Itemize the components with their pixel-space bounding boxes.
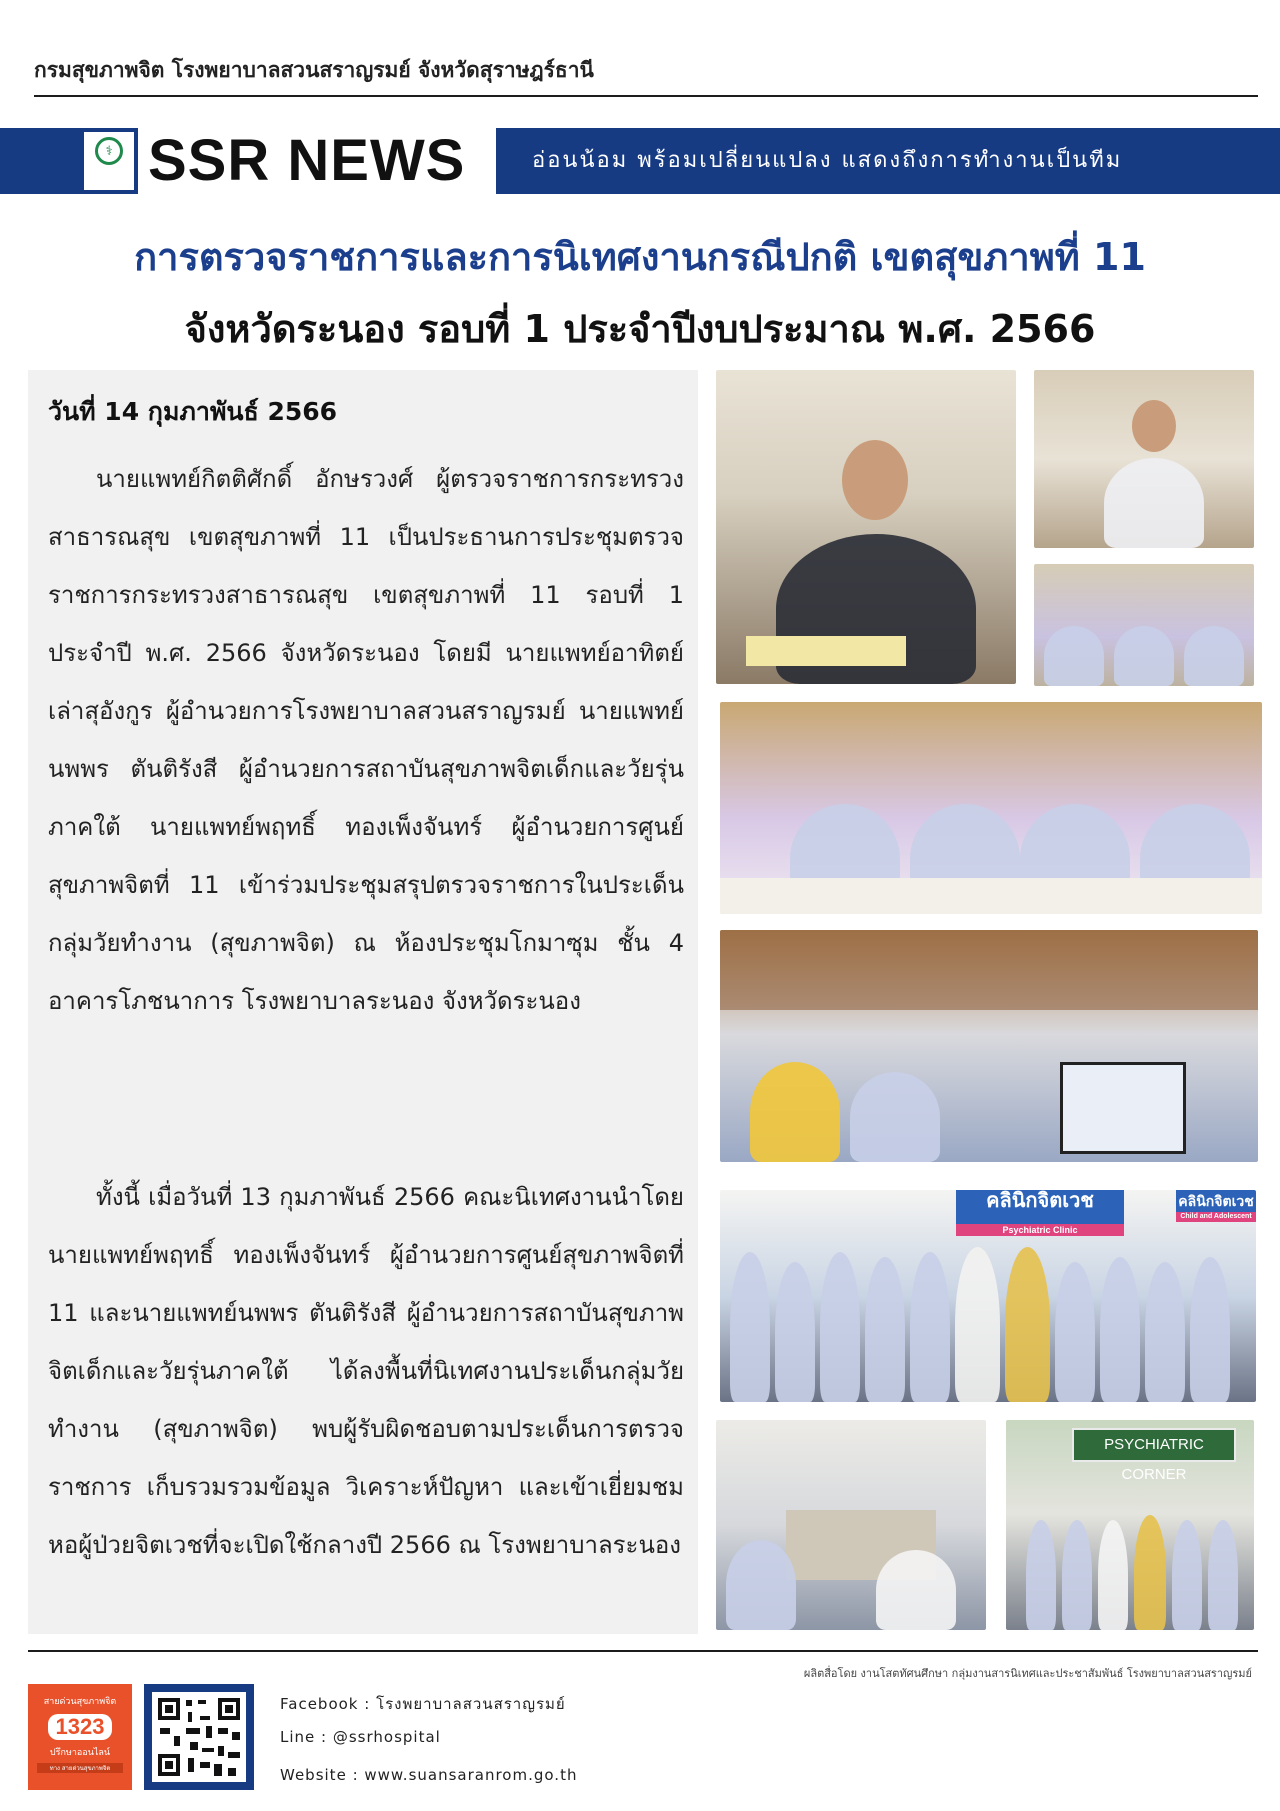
photo-person xyxy=(730,1252,770,1402)
photo-panel-members xyxy=(1034,564,1254,686)
photo-person xyxy=(865,1257,905,1402)
photo-speaker xyxy=(1034,370,1254,548)
banner-right-bar xyxy=(496,128,1280,194)
hotline-number: 1323 xyxy=(48,1714,113,1740)
photo-person xyxy=(850,1072,940,1162)
article-date: วันที่ 14 กุมภาพันธ์ 2566 xyxy=(48,397,338,426)
article-panel xyxy=(28,370,698,1634)
photo-workshop xyxy=(716,1420,986,1630)
table-cloth xyxy=(720,878,1262,914)
paragraph-2-text: ทั้งนี้ เมื่อวันที่ 13 กุมภาพันธ์ 2566 คณะนิเทศงานนำโดย นายแพทย์พฤทธิ์ ทองเพ็งจันทร์ ผู้อำนวยการศูนย์สุขภาพจิตที่ 11 และนายแพทย์นพพร ตันติรังสี ผู้อำนวยการสถาบันสุขภาพจิตเด็กและวัยรุ่นภาคใต้ ได้ลงพื้นที่นิเทศงานประเด็นกลุ่มวัยทำงาน (สุขภาพจิต) พบผู้รับผิดชอบตามประเด็นการตรวจราชการ เก็บรวมรวมข้อมูล วิเคราะห์ปัญหา และเข้าเยี่ยมชมหอผู้ป่วยจิตเวชที่จะเปิดใช้กลางปี 2566 ณ โรงพยาบาลระนอง xyxy=(48,1183,684,1559)
photo-person xyxy=(1134,1515,1166,1630)
photo-group-clinic xyxy=(720,1190,1256,1402)
photo-meeting-table xyxy=(720,702,1262,914)
caduceus-icon: ⚕ xyxy=(95,137,123,165)
photo-person-head xyxy=(842,440,908,520)
photo-person xyxy=(1100,1257,1140,1402)
photo-person xyxy=(750,1062,840,1162)
clinic-sign-main-text: คลินิกจิตเวช xyxy=(986,1190,1094,1212)
photo-person xyxy=(955,1247,1000,1402)
photo-person xyxy=(1208,1520,1238,1630)
photo-person xyxy=(1055,1262,1095,1402)
presentation-monitor xyxy=(1060,1062,1186,1154)
hospital-logo xyxy=(84,132,134,190)
article-paragraph-1 xyxy=(48,450,684,1030)
photo-person xyxy=(1098,1520,1128,1630)
headline-line-2: จังหวัดระนอง รอบที่ 1 ประจำปีงบประมาณ พ.ศ. 2566 xyxy=(184,307,1096,351)
photo-psychiatric-corner xyxy=(1006,1420,1254,1630)
photo-person xyxy=(1062,1520,1092,1630)
photo-person xyxy=(820,1252,860,1402)
photo-person xyxy=(1044,626,1104,686)
name-placard xyxy=(746,636,906,666)
psychiatric-corner-sign: PSYCHIATRIC CORNER xyxy=(1072,1428,1236,1462)
logo-caption xyxy=(108,168,109,173)
hotline-small-text: ทาง สายด่วนสุขภาพจิต xyxy=(37,1763,123,1773)
headline-line-1: การตรวจราชการและการนิเทศงานกรณีปกติ เขตสุขภาพที่ 11 xyxy=(134,235,1146,279)
photo-chairman-meeting xyxy=(716,370,1016,684)
photo-person xyxy=(1005,1247,1050,1402)
clinic-sign-side-en: Child and Adolescent xyxy=(1176,1212,1256,1222)
hotline-bottom-text: ปรึกษาออนไลน์ xyxy=(49,1748,111,1758)
photo-person xyxy=(726,1540,796,1630)
photo-person xyxy=(1184,626,1244,686)
photo-person xyxy=(876,1550,956,1630)
photo-person xyxy=(1172,1520,1202,1630)
organization-header: กรมสุขภาพจิต โรงพยาบาลสวนสราญรมย์ จังหวัดสุราษฎร์ธานี xyxy=(34,58,594,82)
photo-person xyxy=(1145,1262,1185,1402)
paragraph-1-text: นายแพทย์กิตติศักดิ์ อักษรวงศ์ ผู้ตรวจราชการกระทรวงสาธารณสุข เขตสุขภาพที่ 11 เป็นประธานการประชุมตรวจราชการกระทรวงสาธารณสุข เขตสุขภาพที่ 11 รอบที่ 1 ประจำปี พ.ศ. 2566 จังหวัดระนอง โดยมี นายแพทย์อาทิตย์ เล่าสุอังกูร ผู้อำนวยการโรงพยาบาลสวนสราญรมย์ นายแพทย์นพพร ตันติรังสี ผู้อำนวยการสถาบันสุขภาพจิตเด็กและวัยรุ่นภาคใต้ นายแพทย์พฤทธิ์ ทองเพ็งจันทร์ ผู้อำนวยการศูนย์สุขภาพจิตที่ 11 เข้าร่วมประชุมสรุปตรวจราชการในประเด็นกลุ่มวัยทำงาน (สุขภาพจิต) ณ ห้องประชุมโกมาซุม ชั้น 4 อาคารโภชนาการ โรงพยาบาลระนอง จังหวัดระนอง xyxy=(48,465,684,1015)
bottom-divider xyxy=(28,1650,1258,1652)
facebook-contact[interactable]: Facebook : โรงพยาบาลสวนสราญรมย์ xyxy=(280,1695,566,1713)
website-contact[interactable]: Website : www.suansaranrom.go.th xyxy=(280,1766,578,1784)
photo-person xyxy=(1026,1520,1056,1630)
clinic-sign-main xyxy=(956,1190,1124,1224)
slogan: อ่อนน้อม พร้อมเปลี่ยนแปลง แสดงถึงการทำงานเป็นทีม xyxy=(532,148,1123,173)
newsletter-title: SSR NEWS xyxy=(148,128,466,193)
photo-person xyxy=(1114,626,1174,686)
photo-person xyxy=(1190,1257,1230,1402)
top-divider xyxy=(34,95,1258,97)
photo-person xyxy=(1104,458,1204,548)
hotline-top-text: สายด่วนสุขภาพจิต xyxy=(43,1697,117,1707)
hotline-badge xyxy=(28,1684,132,1790)
photo-person xyxy=(775,1262,815,1402)
banner-left-bar xyxy=(0,128,138,194)
line-contact[interactable]: Line : @ssrhospital xyxy=(280,1728,441,1746)
clinic-sign-main-en: Psychiatric Clinic xyxy=(956,1224,1124,1236)
qr-code[interactable] xyxy=(144,1684,254,1790)
wood-wall xyxy=(720,930,1258,1010)
photo-person xyxy=(910,1252,950,1402)
photo-conference-room xyxy=(720,930,1258,1162)
clinic-sign-side: คลินิกจิตเวช xyxy=(1176,1190,1256,1212)
news-banner xyxy=(0,128,1280,194)
qr-code-icon xyxy=(152,1692,246,1782)
photo-person-head xyxy=(1132,400,1176,452)
producer-credit: ผลิตสื่อโดย งานโสตทัศนศึกษา กลุ่มงานสารนิเทศและประชาสัมพันธ์ โรงพยาบาลสวนสราญรมย์ xyxy=(803,1667,1252,1680)
article-paragraph-2 xyxy=(48,1168,684,1574)
